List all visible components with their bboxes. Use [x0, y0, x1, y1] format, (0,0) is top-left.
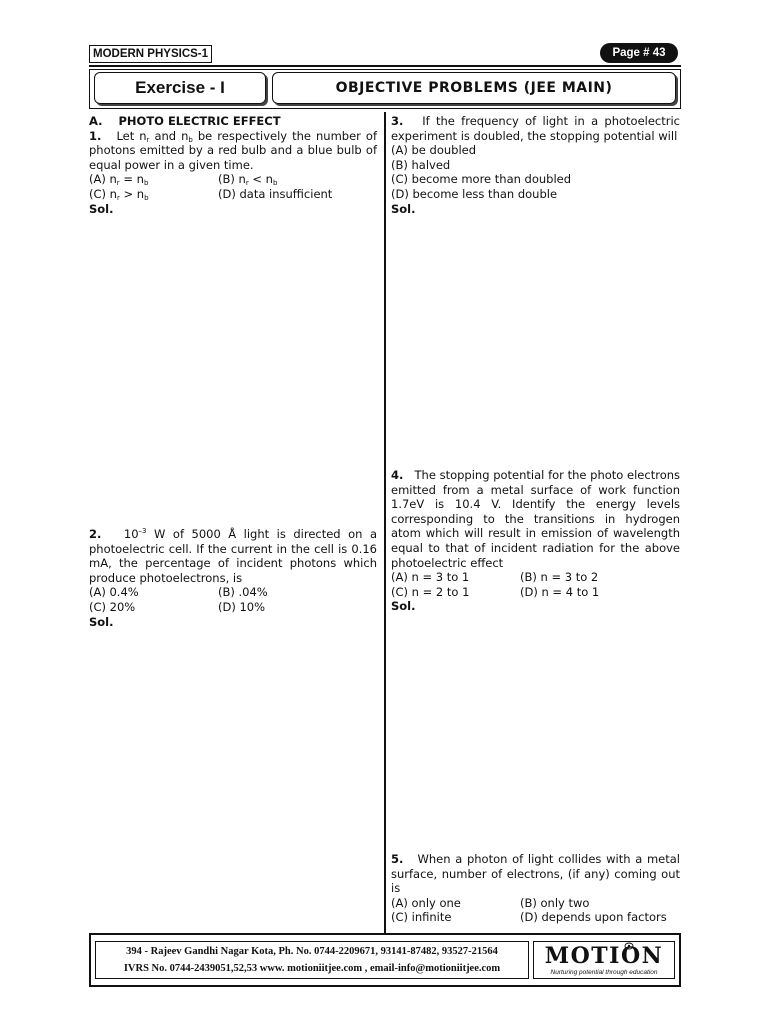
- solution-label: Sol.: [391, 599, 416, 614]
- option-a: (A) 0.4%: [89, 585, 139, 600]
- options-row: [391, 910, 680, 925]
- question-1: [89, 114, 377, 216]
- options-row: [89, 585, 377, 600]
- exercise-title: Exercise - I: [94, 72, 266, 104]
- option-d: (D) data insufficient: [218, 186, 333, 201]
- option-b: (B) $n_r < n_b$: [218, 172, 278, 188]
- logo-tagline: Nurturing potential through education: [550, 969, 658, 976]
- question-number: 2.: [89, 527, 102, 541]
- option-a: (A) only one: [391, 895, 461, 910]
- option-d: (D) 10%: [218, 599, 266, 614]
- options-row: [391, 585, 680, 600]
- option-b: (B) halved: [391, 157, 451, 172]
- options-row: [89, 600, 377, 615]
- section-name: PHOTO ELECTRIC EFFECT: [118, 114, 281, 128]
- options-row: [89, 187, 377, 202]
- option-b: (B) only two: [520, 895, 590, 910]
- question-number: 4.: [391, 468, 404, 482]
- footer-contact-line: IVRS No. 0744-2439051,52,53 www. motioniitjee.com , email-info@motioniitjee.com: [123, 963, 501, 974]
- footer-address-line: 394 - Rajeev Gandhi Nagar Kota, Ph. No. 0744-2209671, 93141-87482, 93527-21564: [126, 946, 498, 957]
- option-d: (D) n = 4 to 1: [520, 584, 600, 599]
- solution-label: Sol.: [89, 201, 114, 216]
- options-row: [391, 570, 680, 585]
- question-5-text: 5. When a photon of light collides with a metal surface, number of electrons, (if any) coming out is: [391, 852, 680, 896]
- options-row: [89, 172, 377, 187]
- option-c: (C) $n_r > n_b$: [89, 186, 149, 202]
- option-a: (A) $n_r = n_b$: [89, 172, 149, 188]
- section-title: OBJECTIVE PROBLEMS (JEE MAIN): [272, 72, 676, 104]
- option-c: (C) 20%: [89, 599, 136, 614]
- question-4-text: 4. The stopping potential for the photo electrons emitted from a metal surface of work function 1.7eV is 10.4 V. Identify the energy levels corresponding to the transitions in hydrogen atom which will result in emission of wavelength equal to that of incident radiation for the above photoelectric effect: [391, 468, 681, 570]
- question-2: [89, 527, 377, 629]
- solution-label: Sol.: [391, 201, 416, 216]
- question-number: 1.: [89, 128, 102, 143]
- option-c: (C) n = 2 to 1: [391, 584, 470, 599]
- option-c: (C) infinite: [391, 910, 452, 925]
- question-3-text: 3. If the frequency of light in a photoelectric experiment is doubled, the stopping potential will: [391, 114, 681, 143]
- brand-logo: [533, 941, 675, 979]
- page-number-badge: Page # 43: [600, 43, 678, 63]
- question-number: 5.: [391, 852, 404, 866]
- footer-address: [95, 941, 529, 979]
- option-c: (C) become more than doubled: [391, 172, 572, 187]
- question-5: [391, 852, 680, 925]
- section-letter: A.: [89, 114, 103, 128]
- question-number: 3.: [391, 114, 404, 128]
- section-heading: [89, 114, 377, 129]
- option-a: (A) n = 3 to 1: [391, 570, 470, 585]
- logo-wordmark: MOTION: [544, 943, 664, 969]
- option-d: (D) depends upon factors: [520, 910, 667, 925]
- question-1-text: 1. Let $n_r$ and $n_b$ be respectively the number of photons emitted by a red bulb and a blue bulb of equal power in a given time.: [89, 128, 377, 172]
- option-a: (A) be doubled: [391, 143, 477, 158]
- footer: [89, 933, 681, 987]
- option-b: (B) .04%: [218, 585, 268, 600]
- chapter-label: MODERN PHYSICS-1: [89, 45, 212, 63]
- question-3: [391, 114, 680, 216]
- question-2-text: 2. $10^{-3}$ W of 5000 Å light is directed on a photoelectric cell. If the current in the cell is 0.16 mA, the percentage of incident photons which produce photoelectrons, is: [89, 527, 377, 585]
- options-row: [391, 896, 680, 911]
- option-d: (D) become less than double: [391, 186, 558, 201]
- header-rule: [89, 65, 681, 67]
- option-b: (B) n = 3 to 2: [520, 570, 599, 585]
- question-4: [391, 468, 680, 614]
- solution-label: Sol.: [89, 614, 114, 629]
- column-divider: [384, 112, 386, 934]
